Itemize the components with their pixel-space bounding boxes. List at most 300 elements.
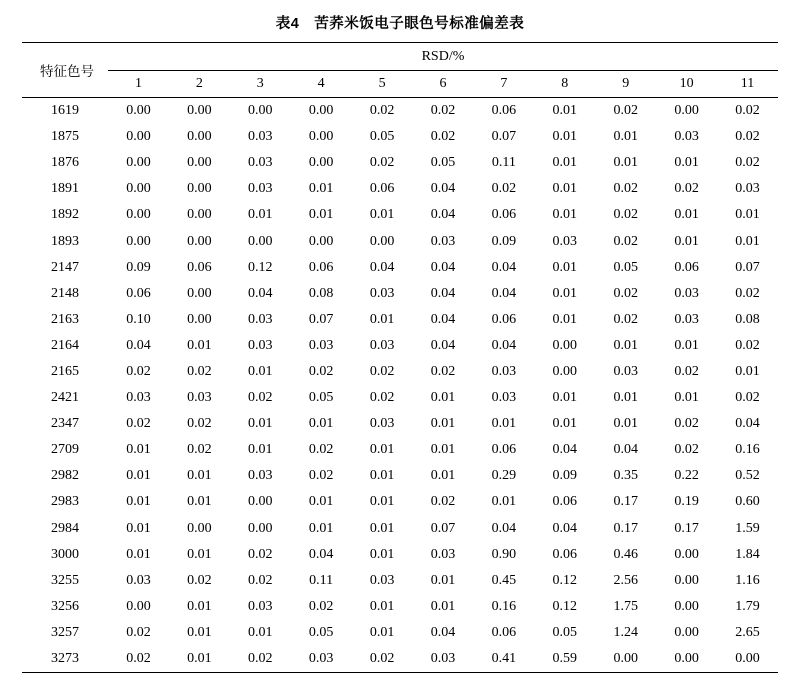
table-cell: 0.01 <box>308 416 334 432</box>
row-header-feature-color-id: 1876 <box>51 155 79 171</box>
table-cell: 0.03 <box>430 546 456 562</box>
table-cell: 0.03 <box>126 390 151 406</box>
table-cell: 0.03 <box>413 646 474 673</box>
table-cell: 0.02 <box>187 363 212 379</box>
table-cell: 0.01 <box>248 416 273 432</box>
table-row <box>22 516 778 542</box>
table-cell: 0.02 <box>187 572 212 588</box>
table-cell: 0.02 <box>126 624 151 640</box>
table-cell: 0.01 <box>491 494 517 510</box>
row-header-feature-color-id: 1892 <box>51 207 79 223</box>
row-header-feature-color-id: 2709 <box>51 442 79 458</box>
table-cell: 0.01 <box>369 311 395 327</box>
table-header-row-group <box>22 43 778 71</box>
table-cell: 0.10 <box>126 311 151 327</box>
table-cell: 2.65 <box>735 624 760 640</box>
table-cell: 0.01 <box>126 442 151 458</box>
table-cell: 0.04 <box>552 442 578 458</box>
table-row <box>22 98 778 125</box>
table-cell: 0.02 <box>717 98 778 125</box>
table-cell: 0.03 <box>369 285 395 301</box>
column-header-3: 3 <box>256 76 264 91</box>
table-cell: 0.05 <box>369 129 395 145</box>
table-cell: 0.12 <box>552 572 578 588</box>
column-header-11: 11 <box>740 76 755 91</box>
table-cell: 0.01 <box>126 520 151 536</box>
table-cell: 0.06 <box>187 259 212 275</box>
table-cell: 0.01 <box>613 390 638 406</box>
table-cell: 0.01 <box>552 285 578 301</box>
table-row <box>22 489 778 515</box>
table-row <box>22 646 778 673</box>
table-cell: 0.02 <box>230 646 291 673</box>
table-cell: 0.01 <box>552 207 578 223</box>
table-cell: 0.04 <box>430 207 456 223</box>
table-cell: 0.01 <box>369 546 395 562</box>
table-cell: 0.02 <box>735 390 760 406</box>
table-cell: 0.01 <box>735 363 760 379</box>
table-row <box>22 437 778 463</box>
table-cell: 0.07 <box>491 129 517 145</box>
table-cell: 0.04 <box>613 442 638 458</box>
table-cell: 0.05 <box>430 155 456 171</box>
table-cell: 0.19 <box>674 494 699 510</box>
row-header-feature-color-id: 2984 <box>51 520 79 536</box>
row-header-feature-color-id: 3000 <box>51 546 79 562</box>
table-cell: 0.01 <box>613 337 638 353</box>
column-header-7: 7 <box>500 76 508 91</box>
row-header-feature-color-id: 3255 <box>51 572 79 588</box>
table-cell: 0.01 <box>369 442 395 458</box>
table-cell: 0.17 <box>613 494 638 510</box>
column-header-2: 2 <box>195 76 203 91</box>
table-cell: 0.01 <box>674 207 699 223</box>
table-cell: 0.06 <box>491 624 517 640</box>
table-cell: 0.00 <box>126 233 151 249</box>
table-cell: 0.46 <box>613 546 638 562</box>
table-cell: 0.03 <box>248 155 273 171</box>
table-cell: 0.04 <box>735 416 760 432</box>
table-cell: 0.02 <box>674 363 699 379</box>
column-header-5: 5 <box>378 76 386 91</box>
table-cell: 1.75 <box>613 598 638 614</box>
table-cell: 0.08 <box>308 285 334 301</box>
table-cell: 0.01 <box>248 442 273 458</box>
table-cell: 0.00 <box>126 181 151 197</box>
table-cell: 0.01 <box>369 207 395 223</box>
table-cell: 0.06 <box>674 259 699 275</box>
table-cell: 0.06 <box>473 98 534 125</box>
table-cell: 0.35 <box>613 468 638 484</box>
table-cell: 0.01 <box>369 494 395 510</box>
table-cell: 0.01 <box>187 468 212 484</box>
table-cell: 0.03 <box>491 390 517 406</box>
table-cell: 0.03 <box>674 129 699 145</box>
table-cell: 0.12 <box>248 259 273 275</box>
table-cell: 0.02 <box>308 442 334 458</box>
table-cell: 1.24 <box>613 624 638 640</box>
table-cell: 0.02 <box>187 416 212 432</box>
table-cell: 0.04 <box>430 311 456 327</box>
column-header-8: 8 <box>561 76 569 91</box>
row-header-feature-color-id: 2163 <box>51 311 79 327</box>
table-row <box>22 463 778 489</box>
table-cell: 0.01 <box>369 520 395 536</box>
table-cell: 1.79 <box>735 598 760 614</box>
table-cell: 0.00 <box>248 233 273 249</box>
table-cell: 0.04 <box>430 181 456 197</box>
table-cell: 0.01 <box>735 207 760 223</box>
table-cell: 0.00 <box>674 598 699 614</box>
table-cell: 0.00 <box>291 98 352 125</box>
row-header-feature-color-id: 2421 <box>51 390 79 406</box>
table-row <box>22 176 778 202</box>
table-cell: 0.09 <box>126 259 151 275</box>
table-cell: 0.00 <box>552 363 578 379</box>
table-cell: 0.06 <box>308 259 334 275</box>
table-cell: 0.00 <box>248 520 273 536</box>
table-cell: 0.01 <box>674 337 699 353</box>
table-cell: 0.01 <box>369 624 395 640</box>
table-cell: 0.01 <box>430 572 456 588</box>
table-cell: 0.04 <box>126 337 151 353</box>
table-cell: 0.05 <box>613 259 638 275</box>
table-cell: 0.00 <box>187 155 212 171</box>
table-cell: 0.03 <box>248 129 273 145</box>
table-cell: 0.01 <box>735 233 760 249</box>
table-row <box>22 307 778 333</box>
table-cell: 0.00 <box>595 646 656 673</box>
table-row <box>22 620 778 646</box>
table-cell: 0.16 <box>735 442 760 458</box>
table-cell: 0.01 <box>126 494 151 510</box>
column-header-1: 1 <box>134 76 142 91</box>
table-cell: 0.07 <box>308 311 334 327</box>
table-cell: 0.03 <box>735 181 760 197</box>
table-body <box>22 98 778 673</box>
table-cell: 0.01 <box>169 646 230 673</box>
table-cell: 0.01 <box>308 181 334 197</box>
table-cell: 0.02 <box>352 646 413 673</box>
table-cell: 0.00 <box>552 337 578 353</box>
table-cell: 0.01 <box>491 416 517 432</box>
table-cell: 0.02 <box>491 181 517 197</box>
table-row <box>22 281 778 307</box>
table-cell: 0.17 <box>674 520 699 536</box>
table-cell: 0.01 <box>552 416 578 432</box>
table-cell: 0.03 <box>369 337 395 353</box>
table-cell: 0.01 <box>552 259 578 275</box>
table-cell: 0.01 <box>187 337 212 353</box>
table-cell: 0.02 <box>126 416 151 432</box>
row-header-feature-color-id: 1891 <box>51 181 79 197</box>
table-row <box>22 359 778 385</box>
row-header-feature-color-id: 2982 <box>51 468 79 484</box>
table-cell: 0.00 <box>717 646 778 673</box>
table-cell: 0.07 <box>430 520 456 536</box>
table-cell: 0.00 <box>656 98 717 125</box>
table-cell: 0.01 <box>430 598 456 614</box>
table-cell: 0.00 <box>187 181 212 197</box>
table-row <box>22 385 778 411</box>
table-cell: 0.03 <box>674 285 699 301</box>
table-cell: 0.03 <box>126 572 151 588</box>
table-head <box>22 43 778 98</box>
table-cell: 0.02 <box>613 181 638 197</box>
table-cell: 0.11 <box>491 155 516 171</box>
table-cell: 0.04 <box>491 285 517 301</box>
table-cell: 0.01 <box>308 494 334 510</box>
table-cell: 0.06 <box>491 442 517 458</box>
table-cell: 0.04 <box>491 337 517 353</box>
table-cell: 0.01 <box>552 390 578 406</box>
table-cell: 0.02 <box>352 98 413 125</box>
table-cell: 0.06 <box>491 207 517 223</box>
table-cell: 0.04 <box>248 285 273 301</box>
table-cell: 0.17 <box>613 520 638 536</box>
table-cell: 0.02 <box>369 390 395 406</box>
table-cell: 0.03 <box>369 572 395 588</box>
table-cell: 0.01 <box>552 155 578 171</box>
table-cell: 0.01 <box>552 181 578 197</box>
table-cell: 0.02 <box>674 442 699 458</box>
table-cell: 0.03 <box>613 363 638 379</box>
table-cell: 0.02 <box>430 363 456 379</box>
table-cell: 0.04 <box>369 259 395 275</box>
table-cell: 0.00 <box>248 494 273 510</box>
table-cell: 0.07 <box>735 259 760 275</box>
table-cell: 0.01 <box>613 155 638 171</box>
table-cell: 0.02 <box>308 363 334 379</box>
table-row <box>22 228 778 254</box>
table-cell: 0.01 <box>613 129 638 145</box>
table-cell: 0.01 <box>430 442 456 458</box>
column-header-rsd-group: RSD/% <box>108 43 778 71</box>
table-cell: 0.02 <box>248 390 273 406</box>
table-cell: 0.02 <box>430 494 456 510</box>
table-cell: 0.11 <box>309 572 334 588</box>
column-header-feature-color-id: 特征色号 <box>22 43 108 98</box>
table-cell: 0.01 <box>552 311 578 327</box>
table-cell: 0.52 <box>735 468 760 484</box>
table-cell: 0.09 <box>552 468 578 484</box>
table-cell: 0.03 <box>248 181 273 197</box>
table-cell: 0.04 <box>430 337 456 353</box>
table-cell: 0.04 <box>491 520 517 536</box>
row-header-feature-color-id: 2347 <box>51 416 79 432</box>
table-cell: 0.00 <box>308 233 334 249</box>
table-row <box>22 150 778 176</box>
table-cell: 0.01 <box>308 207 334 223</box>
table-cell: 0.01 <box>248 363 273 379</box>
table-cell: 0.03 <box>187 390 212 406</box>
table-cell: 0.59 <box>534 646 595 673</box>
table-cell: 0.02 <box>674 181 699 197</box>
table-cell: 0.01 <box>308 520 334 536</box>
table-cell: 0.02 <box>430 129 456 145</box>
table-cell: 0.00 <box>187 285 212 301</box>
table-caption: 表4 苦荞米饭电子眼色号标准偏差表 <box>275 16 525 32</box>
table-cell: 0.03 <box>248 337 273 353</box>
table-cell: 0.00 <box>674 572 699 588</box>
table-cell: 0.00 <box>369 233 395 249</box>
table-cell: 0.02 <box>126 363 151 379</box>
table-cell: 0.04 <box>552 520 578 536</box>
row-header-feature-color-id: 3257 <box>51 624 79 640</box>
table-cell: 0.41 <box>473 646 534 673</box>
table-cell: 0.04 <box>430 624 456 640</box>
row-header-feature-color-id: 2147 <box>51 259 79 275</box>
table-cell: 1.84 <box>735 546 760 562</box>
table-cell: 0.04 <box>430 285 456 301</box>
table-cell: 0.12 <box>552 598 578 614</box>
table-cell: 0.01 <box>126 468 151 484</box>
column-header-4: 4 <box>317 76 325 91</box>
table-cell: 0.02 <box>248 572 273 588</box>
table-cell: 0.03 <box>552 233 578 249</box>
table-cell: 0.03 <box>248 598 273 614</box>
table-cell: 0.02 <box>735 129 760 145</box>
table-row <box>22 542 778 568</box>
table-cell: 0.02 <box>613 285 638 301</box>
table-cell: 0.02 <box>613 311 638 327</box>
table-cell: 0.03 <box>491 363 517 379</box>
table-cell: 0.02 <box>108 646 169 673</box>
table-cell: 0.00 <box>674 624 699 640</box>
table-cell: 0.00 <box>126 598 151 614</box>
table-cell: 0.00 <box>169 98 230 125</box>
table-cell: 0.03 <box>430 233 456 249</box>
table-cell: 0.01 <box>430 390 456 406</box>
table-cell: 0.00 <box>674 546 699 562</box>
table-cell: 0.00 <box>187 233 212 249</box>
table-cell: 0.06 <box>491 311 517 327</box>
table-cell: 0.02 <box>613 207 638 223</box>
table-cell: 0.02 <box>308 468 334 484</box>
table-cell: 0.01 <box>187 494 212 510</box>
table-cell: 0.00 <box>187 520 212 536</box>
table-cell: 0.29 <box>491 468 517 484</box>
table-cell: 0.08 <box>735 311 760 327</box>
table-cell: 0.01 <box>187 624 212 640</box>
table-cell: 0.90 <box>491 546 517 562</box>
table-cell: 0.00 <box>108 98 169 125</box>
row-header-feature-color-id: 2148 <box>51 285 79 301</box>
table-cell: 0.01 <box>613 416 638 432</box>
row-header-feature-color-id: 1893 <box>51 233 79 249</box>
table-cell: 0.00 <box>126 207 151 223</box>
table-cell: 0.02 <box>674 416 699 432</box>
table-cell: 1.59 <box>735 520 760 536</box>
row-header-feature-color-id: 2165 <box>51 363 79 379</box>
table-cell: 0.02 <box>735 155 760 171</box>
table-cell: 0.00 <box>308 155 334 171</box>
row-header-feature-color-id: 3256 <box>51 598 79 614</box>
row-header-feature-color-id: 3273 <box>22 646 108 673</box>
table-cell: 0.09 <box>491 233 517 249</box>
table-cell: 0.01 <box>552 129 578 145</box>
table-cell: 0.05 <box>308 390 334 406</box>
table-cell: 0.02 <box>613 233 638 249</box>
table-cell: 0.45 <box>491 572 517 588</box>
table-cell: 0.05 <box>308 624 334 640</box>
table-cell: 0.01 <box>248 207 273 223</box>
row-header-feature-color-id: 1875 <box>51 129 79 145</box>
table-cell: 0.04 <box>308 546 334 562</box>
table-cell: 0.06 <box>552 546 578 562</box>
table-cell: 0.02 <box>187 442 212 458</box>
column-header-6: 6 <box>439 76 447 91</box>
table-cell: 0.02 <box>369 363 395 379</box>
row-header-feature-color-id: 2983 <box>51 494 79 510</box>
table-row <box>22 124 778 150</box>
table-cell: 0.01 <box>674 390 699 406</box>
table-cell: 0.00 <box>187 311 212 327</box>
table-cell: 0.01 <box>534 98 595 125</box>
table-cell: 0.02 <box>735 285 760 301</box>
table-cell: 0.01 <box>369 468 395 484</box>
table-cell: 0.06 <box>552 494 578 510</box>
table-cell: 0.01 <box>430 416 456 432</box>
table-cell: 0.01 <box>674 233 699 249</box>
table-cell: 0.00 <box>187 207 212 223</box>
column-header-10: 10 <box>679 76 694 91</box>
row-header-feature-color-id: 1619 <box>22 98 108 125</box>
table-cell: 1.16 <box>735 572 760 588</box>
table-row <box>22 255 778 281</box>
table-cell: 0.01 <box>430 468 456 484</box>
table-row <box>22 333 778 359</box>
table-row <box>22 411 778 437</box>
table-cell: 0.01 <box>187 598 212 614</box>
table-row <box>22 568 778 594</box>
table-cell: 0.00 <box>126 155 151 171</box>
table-cell: 0.22 <box>674 468 699 484</box>
table-cell: 0.01 <box>369 598 395 614</box>
table-cell: 0.03 <box>291 646 352 673</box>
table-cell: 0.00 <box>126 129 151 145</box>
table-cell: 0.00 <box>308 129 334 145</box>
table-cell: 0.02 <box>248 546 273 562</box>
table-header-row-columns <box>22 71 778 98</box>
table-cell: 0.02 <box>413 98 474 125</box>
table-cell: 0.02 <box>308 598 334 614</box>
table-cell: 0.00 <box>656 646 717 673</box>
table-cell: 0.04 <box>430 259 456 275</box>
table-cell: 0.01 <box>187 546 212 562</box>
table-cell: 0.03 <box>248 468 273 484</box>
table-cell: 0.02 <box>735 337 760 353</box>
table-row <box>22 594 778 620</box>
table-cell: 0.16 <box>491 598 517 614</box>
table-cell: 0.01 <box>674 155 699 171</box>
table-cell: 0.03 <box>248 311 273 327</box>
table-row <box>22 202 778 228</box>
table-cell: 0.60 <box>735 494 760 510</box>
column-header-9: 9 <box>622 76 630 91</box>
table-cell: 0.05 <box>552 624 578 640</box>
table-cell: 0.01 <box>248 624 273 640</box>
table-cell: 0.03 <box>308 337 334 353</box>
table-cell: 0.04 <box>491 259 517 275</box>
table-cell: 0.02 <box>369 155 395 171</box>
table-cell: 0.02 <box>595 98 656 125</box>
table-cell: 0.00 <box>230 98 291 125</box>
row-header-feature-color-id: 2164 <box>51 337 79 353</box>
data-table <box>22 42 778 673</box>
table-cell: 0.06 <box>369 181 395 197</box>
table-cell: 0.03 <box>674 311 699 327</box>
